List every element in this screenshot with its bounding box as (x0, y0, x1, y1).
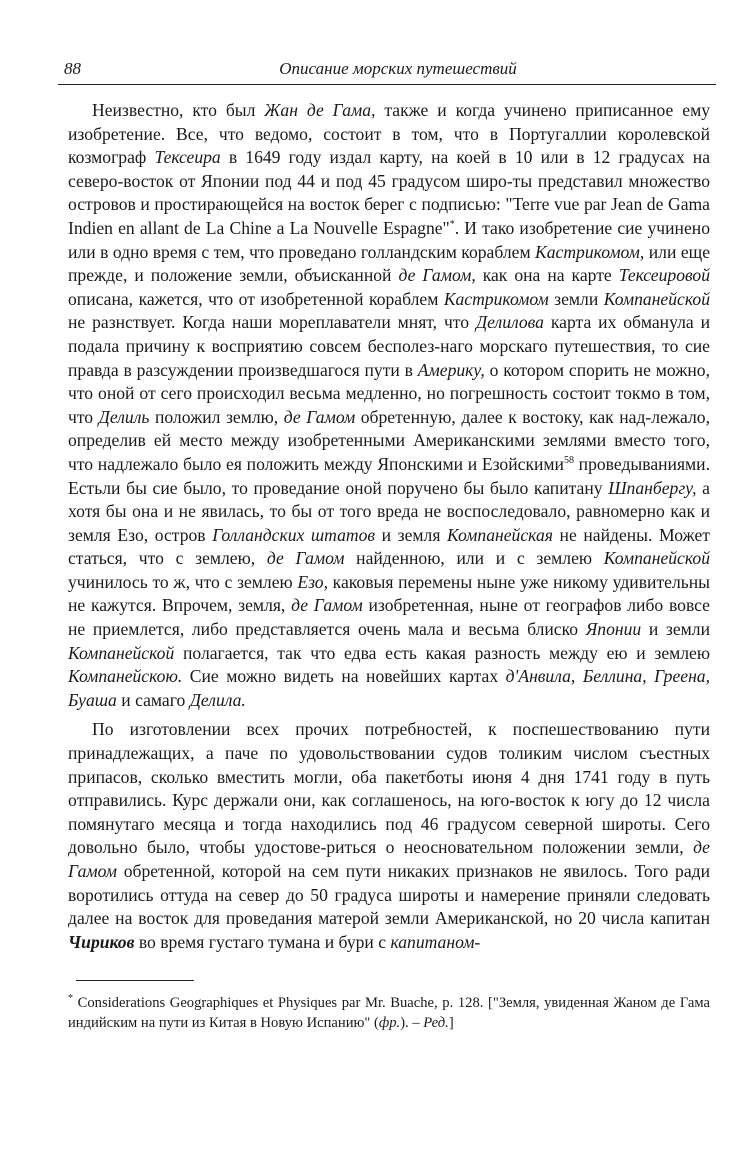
text-run: или еще прежде, и положение земли, объисканной (68, 241, 710, 286)
footnote (58, 993, 716, 1033)
text-run: полагается, так что едва есть какая разность между ею и землею (174, 642, 710, 663)
text-run: карта их обманула и подала причину к восприятию совсем бесполез-наго морскаго путешествия, то сие правда в разсуждении произведшагося пути в (68, 312, 711, 380)
footnote-italic: фр. (378, 1015, 401, 1032)
italic-name: Америку, (417, 359, 485, 380)
italic-name: Делила. (189, 689, 246, 710)
italic-name: Компанейскою. (68, 666, 183, 687)
text-run: не разнствует. Когда наши мореплаватели мнят, что (68, 312, 476, 333)
footnote-text: ). – (400, 1015, 424, 1032)
book-page (58, 54, 716, 1033)
text-run: и земля (375, 524, 448, 545)
italic-name: Голландских штатов (212, 524, 376, 545)
text-run: о котором спорить не можно, что оной от сего происходил весьма медленно, но погрешность состоит токмо в том, что (68, 359, 710, 427)
text-run: также и когда учинено приписанное ему изобретение. Все, что ведомо, состоит в том, что в Португаллии королевской козмограф (68, 100, 711, 168)
text-run: обретенной, которой на сем пути никаких признаков не явилось. Того ради воротились оттуда на север до 50 градуса широты и намерение приняли следовать далее на восток для проведания матерой земли Американской, но 20 числа капитан (68, 861, 710, 929)
footnote-reference: * (449, 219, 455, 231)
text-run: а хотя бы она и не явилась, то бы от того вреда не воспоследовало, равномерно как и земля Езо, остров (68, 477, 710, 545)
text-run: не найдены. Может статься, что с землею, (68, 524, 710, 569)
text-run: По изготовлении всех прочих потребностей, к поспешествованию пути принадлежащих, а паче по удовольствовании судов толиким числом съестных припасов, сколько вместить могли, оба пакетботы июня 4 дня 1741 году в путь отправились. Курс держали они, как соглашенось, на юго-восток к югу до 12 числа помянутаго месяца и тогда находились под 46 градусом северной широты. Сего довольно было, чтобы удостове-риться о неосновательном положении земли, (68, 719, 710, 858)
footnote-mark: * (68, 993, 73, 1005)
running-head (58, 54, 716, 85)
italic-name: Тексеировой (618, 265, 710, 286)
text-run: как она на карте (475, 265, 619, 286)
italic-name: де Гамом (283, 406, 356, 427)
text-run: проведываниями. Естьли бы сие было, то проведание оной поручено бы было капитану (68, 453, 710, 498)
text-run: Неизвестно, кто был (92, 100, 265, 120)
italic-name: Компанейской (603, 548, 711, 569)
text-run: описана, кажется, что от изобретенной кораблем (68, 288, 444, 309)
italic-name: Делилова (475, 312, 544, 333)
italic-name: Японии (585, 619, 642, 640)
footnote-italic: Ред. (423, 1015, 449, 1032)
footnote-text: Considerations Geographiques et Physiques par Mr. Buache, p. 128. ["Земля, увиденная Жаном де Гама индийским на пути из Китая в Новую Испанию" ( (68, 995, 710, 1032)
text-run: положил землю, (149, 406, 284, 427)
text-run: Сие можно видеть на новейших картах (182, 666, 506, 687)
text-run: . И тако изобретение сие учинено или в одно время с тем, что проведано голландским кораблем (68, 217, 710, 262)
running-title: Описание морских путешествий (279, 59, 517, 78)
italic-name: д'Анвила, Беллина, Греена, Буаша (68, 666, 711, 710)
text-run: изобретенная, ныне от географов либо вовсе не приемлется, либо представляется очень мала и весьма блиско (68, 595, 710, 640)
italic-name: Компанейская (447, 524, 553, 545)
body-text (58, 99, 716, 954)
paragraph-1 (68, 99, 710, 712)
endnote-reference: 58 (563, 455, 574, 467)
text-run: во время густаго тумана и бури с (134, 931, 391, 952)
footnote-divider (76, 980, 194, 981)
text-run: и земли (641, 619, 710, 640)
text-run: и самаго (116, 689, 190, 710)
text-run: найденною, или и с землею (344, 548, 604, 569)
italic-name: Кастрикомом (443, 288, 549, 309)
italic-name: Компанейской (68, 642, 175, 663)
text-run: обретенную, далее к востоку, как над-лежало, определив ей место между изобретенными Американскими землями вместо того, что надлежало было ея положить между Японскими и Езойскими (68, 406, 710, 474)
footnote-text: ] (448, 1015, 454, 1032)
text-run: каковыя перемены ныне уже никому удивительны не кажутся. Впрочем, земля, (68, 571, 710, 616)
italic-name: Чириков (68, 931, 135, 952)
text-run: земли (548, 288, 604, 309)
italic-name: де Гамом (266, 548, 345, 569)
italic-name: Компанейской (603, 288, 710, 309)
italic-name: де Гамом (291, 595, 363, 616)
italic-name: де Гамом (68, 837, 710, 881)
italic-name: Езо, (297, 571, 328, 592)
italic-name: Кастрикомом, (535, 241, 645, 262)
italic-name: Делиль (98, 406, 150, 427)
page-number: 88 (64, 59, 81, 78)
italic-name: капитаном- (390, 931, 481, 952)
italic-name: Жан де Гама, (264, 100, 376, 120)
text-run: учинилось то ж, что с землею (68, 571, 298, 592)
paragraph-2 (68, 718, 710, 954)
text-run: в 1649 году издал карту, на коей в 10 или в 12 градусах на северо-восток от Японии под 44 и под 45 градусом широ-ты представил множество островов и простирающейся на восток берег с подписью: "Terre vue par Jean de Gama Indien en allant de La Chine a La Nouvelle Espagne" (68, 147, 710, 238)
italic-name: де Гамом, (398, 265, 476, 286)
italic-name: Шпанбергу, (608, 477, 697, 498)
italic-name: Тексеира (154, 147, 221, 168)
